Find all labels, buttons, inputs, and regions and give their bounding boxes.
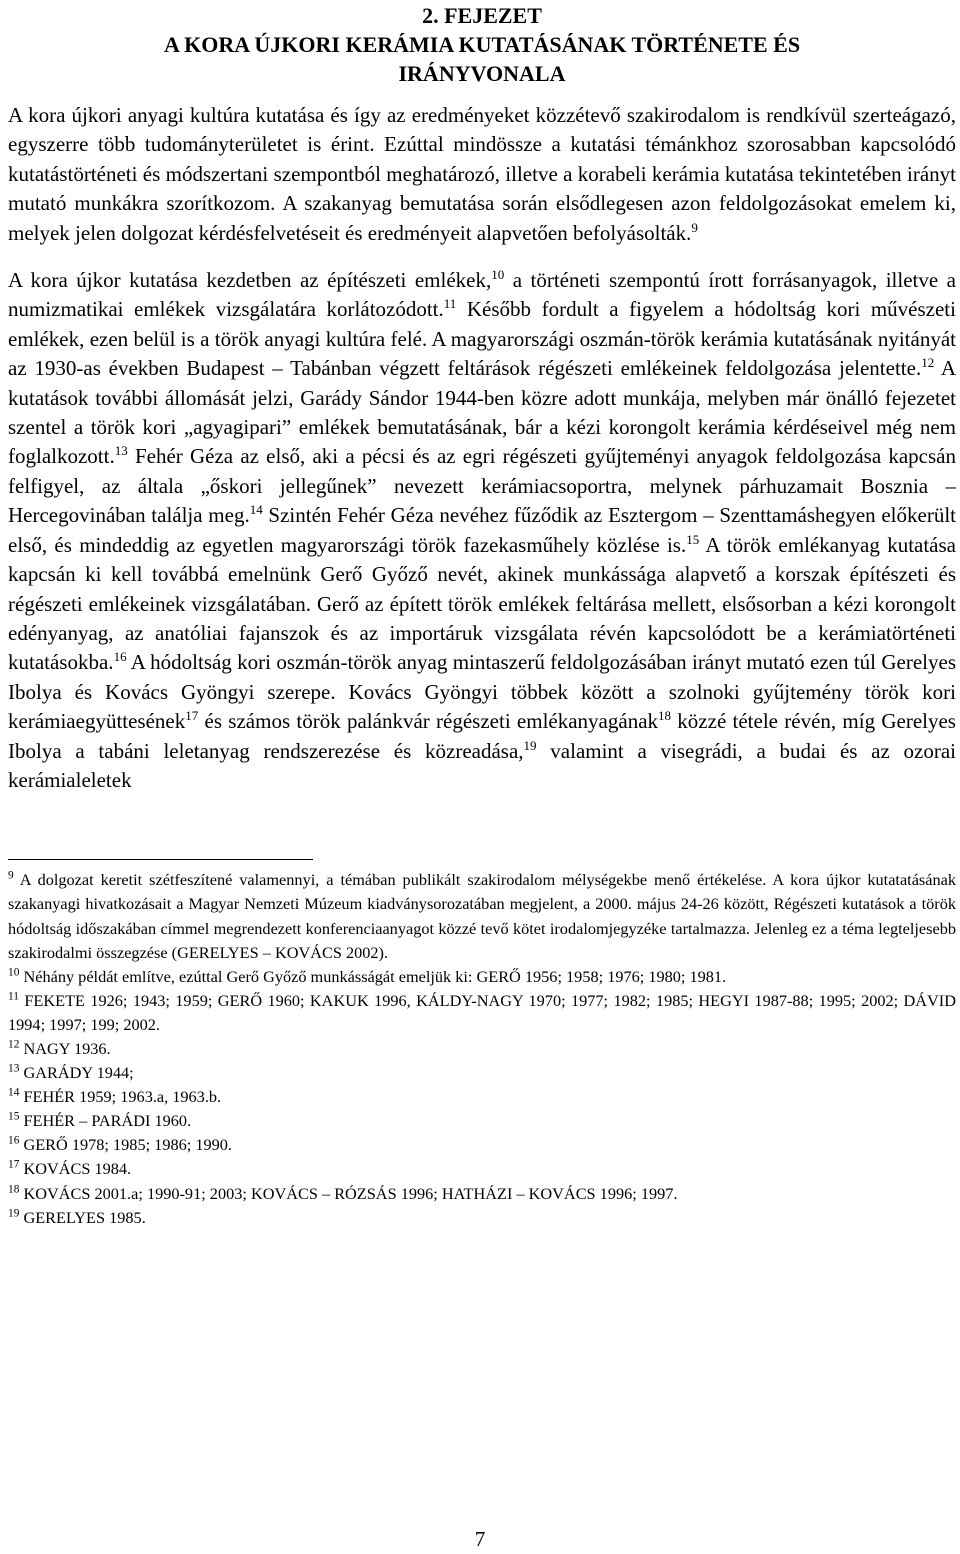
footnote: [8, 1037, 956, 1061]
footnote-text: GARÁDY 1944;: [19, 1063, 134, 1083]
footnote: [8, 1157, 956, 1181]
footnote-ref: 18: [658, 708, 672, 724]
paragraph-text: A török emlékanyag kutatása kapcsán ki kell továbbá emelnünk Gerő Győző nevét, akinek munkássága alapvető a korszak építészeti és régészeti emlékeinek vizsgálatában. Gerő az épített török emlékek feltárása mellett, elsősorban a kézi korongolt edényanyag, az anatóliai fajanszok és az importáruk vizsgálata révén kapcsolódott be a kerámiatörténeti kutatásokba.: [8, 532, 956, 675]
footnote: [8, 1061, 956, 1085]
footnote-separator: [8, 859, 313, 860]
footnote-number: 9: [8, 869, 14, 882]
document-page: [8, 0, 956, 1230]
footnote-number: 11: [8, 990, 19, 1003]
footnote-ref: 11: [443, 296, 457, 312]
chapter-number: 2. FEJEZET: [422, 3, 542, 28]
paragraph-text: Fehér Géza az első, aki a pécsi és az egri régészeti gyűjteményi anyagok feldolgozása kapcsán felfigyel, az általa „őskori jellegűnek” nevezett kerámiacsoportra, melynek párhuzamait Bosznia – Hercegovinában találja meg.: [8, 444, 956, 528]
footnote-ref: 15: [686, 531, 700, 547]
footnote-text: GERŐ 1978; 1985; 1986; 1990.: [19, 1135, 232, 1155]
paragraph-2: [8, 266, 956, 795]
footnote-number: 17: [8, 1159, 20, 1172]
footnote: [8, 965, 956, 989]
paragraph-text: A kutatások további állomását jelzi, Garády Sándor 1944-ben közre adott munkája, melyben már önálló fejezetet szentel a török kori „agyagipari” emlékek bemutatásának, bár a kézi korongolt kerámia kérdéseivel még nem foglalkozott.: [8, 356, 957, 469]
paragraph-text: közzé tétele révén, míg Gerelyes Ibolya a tabáni leletanyag rendszerezése és közreadása,: [8, 709, 956, 763]
paragraph-1: [8, 101, 956, 248]
footnote-number: 13: [8, 1062, 20, 1075]
paragraph-text: valamint a visegrádi, a budai és az ozorai kerámialeletek: [8, 738, 957, 792]
footnote: [8, 1109, 956, 1133]
footnote-number: 10: [8, 966, 20, 979]
footnote-ref: 19: [523, 737, 537, 753]
footnote: [8, 1206, 956, 1230]
footnote-ref: 17: [185, 708, 199, 724]
footnotes: [8, 868, 956, 1229]
footnote: [8, 1182, 956, 1206]
footnote-text: GERELYES 1985.: [19, 1207, 146, 1227]
page-number: 7: [474, 1527, 486, 1551]
chapter-title-line-1: A KORA ÚJKORI KERÁMIA KUTATÁSÁNAK TÖRTÉNETE ÉS: [163, 32, 801, 57]
footnote-ref: 16: [113, 649, 127, 665]
footnote-ref: 14: [249, 502, 263, 518]
chapter-heading: [8, 1, 956, 88]
footnote: [8, 1133, 956, 1157]
footnote: [8, 1085, 956, 1109]
body-text: [8, 101, 956, 795]
paragraph-text: Később fordult a figyelem a hódoltság kori művészeti emlékek, ezen belül is a török anyagi kultúra felé. A magyarországi oszmán-török kerámia kutatásának nyitányát az 1930-as években Budapest – Tabánban végzett feltárások régészeti emlékeinek feldolgozása jelentette.: [8, 297, 956, 381]
footnote-text: A dolgozat keretit szétfeszítené valamennyi, a témában publikált szakirodalom mélységekbe menő értékelése. A kora újkor kutatatásának szakanyagi hivatkozásait a Magyar Nemzeti Múzeum kiadványsorozatában megjelent, a 2000. május 24-26 között, Régészeti kutatások a török hódoltság időszakában címmel megrendezett konferenciaanyagot közzé tevő kötet irodalomjegyzéke tartalmazza. Jelenleg ez a téma legteljesebb szakirodalmi összegzése (GERELYES – KOVÁCS 2002).: [8, 870, 956, 962]
paragraph-text: A kora újkori anyagi kultúra kutatása és így az eredményeket közzétevő szakirodalom is rendkívül szerteágazó, egyszerre több tudományterületet is érint. Ezúttal mindössze a kutatási témánkhoz szorosabban kapcsolódó kutatástörténeti és módszertani szempontból meghatározó, illetve a korabeli kerámia kutatása tekintetében irányt mutató munkákra szorítkozom. A szakanyag bemutatása során elsődlegesen azon feldolgozásokat emelem ki, melyek jelen dolgozat kérdésfelvetéseit és eredményeit alapvetően befolyásolták.: [8, 103, 956, 245]
paragraph-text: A kora újkor kutatása kezdetben az építészeti emlékek,: [8, 268, 492, 293]
footnote-number: 15: [8, 1110, 20, 1123]
paragraph-text: a történeti szempontú írott forrásanyagok, illetve a numizmatikai emlékek vizsgálatára korlátozódott.: [8, 268, 957, 322]
footnote-number: 18: [8, 1183, 20, 1196]
footnote-number: 12: [8, 1038, 20, 1051]
footnote-text: KOVÁCS 2001.a; 1990-91; 2003; KOVÁCS – RÓZSÁS 1996; HATHÁZI – KOVÁCS 1996; 1997.: [19, 1183, 678, 1203]
footnote-ref: 13: [114, 443, 128, 459]
chapter-title-line-2: IRÁNYVONALA: [398, 61, 566, 86]
footnote-text: KOVÁCS 1984.: [19, 1159, 132, 1179]
footnote-text: Néhány példát említve, ezúttal Gerő Győző munkásságát emeljük ki: GERŐ 1956; 1958; 1976; 1980; 1981.: [19, 966, 727, 986]
paragraph-text: Szintén Fehér Géza nevéhez fűződik az Esztergom – Szenttamáshegyen előkerült első, és mindeddig az egyetlen magyarországi török fazekasműhely közlése is.: [8, 503, 956, 557]
paragraph-text: A hódoltság kori oszmán-török anyag mintaszerű feldolgozásában irányt mutató ezen túl Gerelyes Ibolya és Kovács Gyöngyi szerepe. Kovács Gyöngyi többek között a szolnoki gyűjtemény török kori kerámiaegyüttesének: [8, 650, 956, 734]
footnote: [8, 868, 956, 964]
paragraph-text: és számos török palánkvár régészeti emlékanyagának: [198, 709, 659, 734]
footnote-number: 14: [8, 1086, 20, 1099]
footnote-text: FEHÉR – PARÁDI 1960.: [19, 1111, 192, 1131]
footnote-ref: 9: [691, 219, 698, 235]
footnote: [8, 989, 956, 1037]
footnote-text: NAGY 1936.: [19, 1039, 111, 1058]
footnote-text: FEKETE 1926; 1943; 1959; GERŐ 1960; KAKUK 1996, KÁLDY-NAGY 1970; 1977; 1982; 1985; HEGYI 1987-88; 1995; 2002; DÁVID 1994; 1997; 199; 2002.: [8, 990, 956, 1034]
footnote-text: FEHÉR 1959; 1963.a, 1963.b.: [19, 1087, 222, 1107]
footnote-number: 19: [8, 1207, 20, 1220]
footnote-ref: 12: [921, 355, 935, 371]
footnote-number: 16: [8, 1134, 20, 1147]
footnote-ref: 10: [491, 267, 505, 283]
